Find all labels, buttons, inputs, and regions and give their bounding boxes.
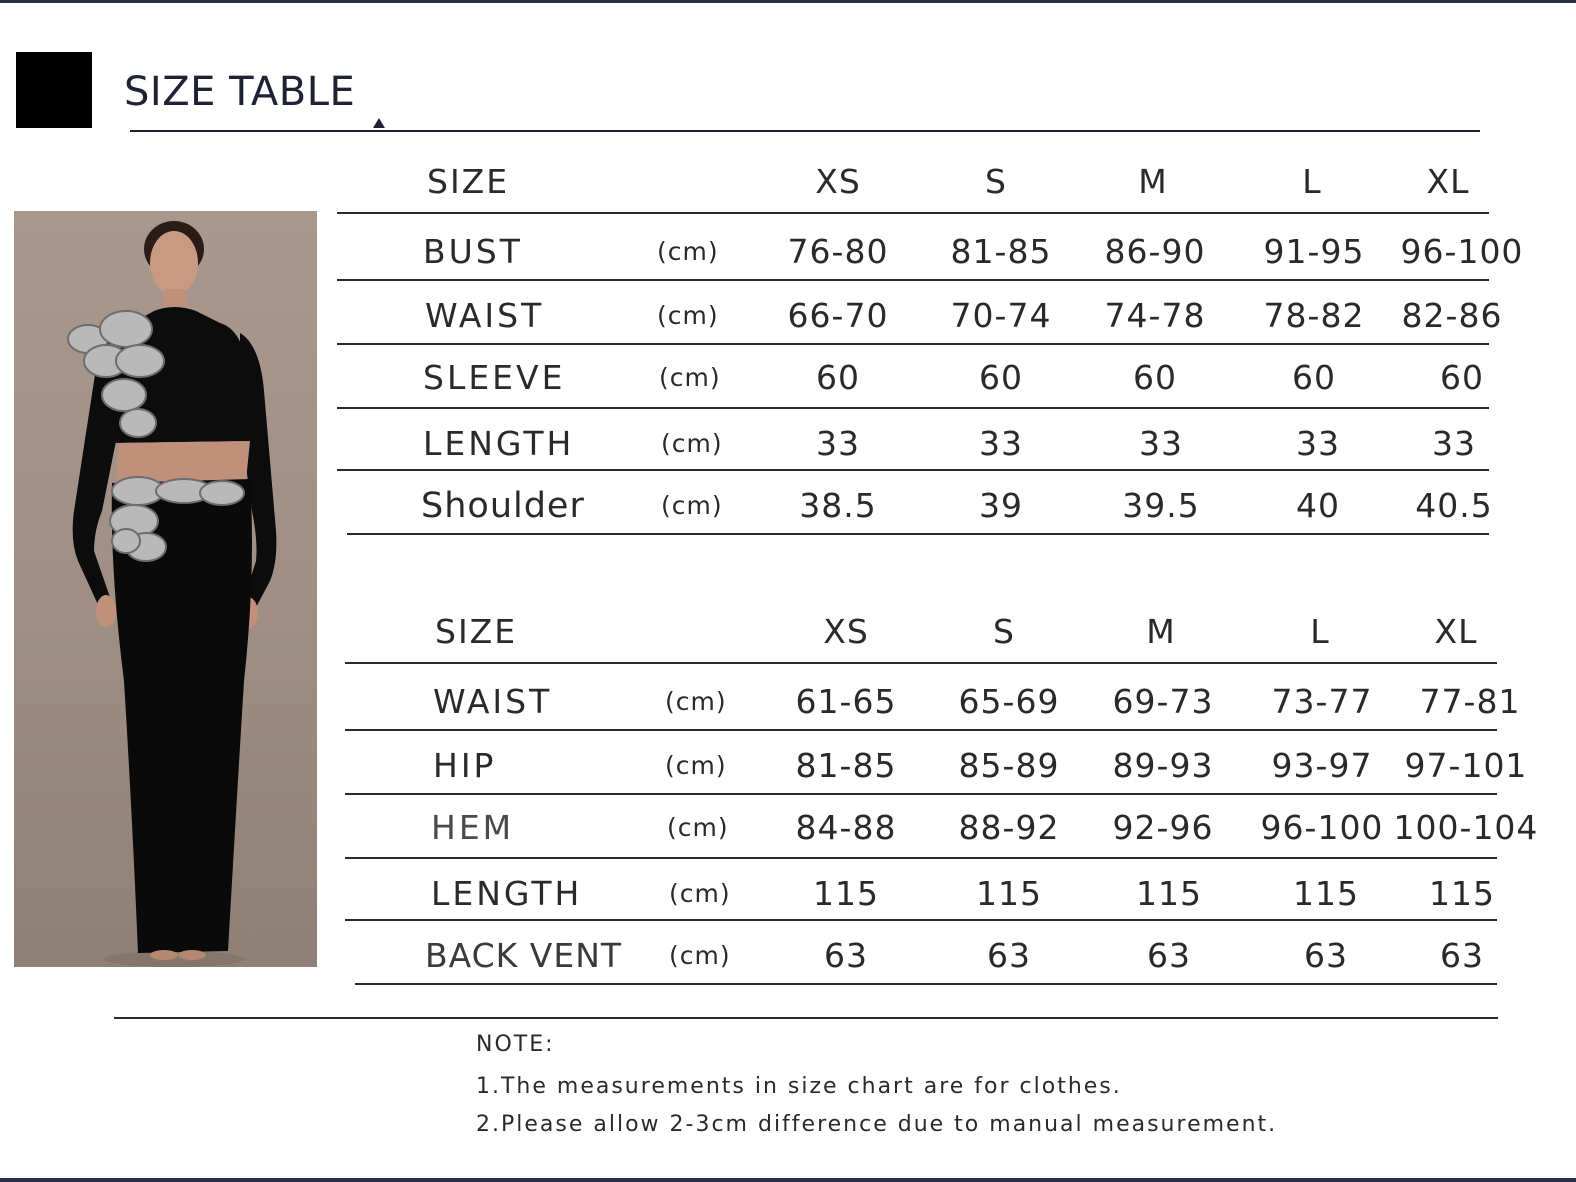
- row-unit: (cm): [657, 301, 719, 330]
- header-size-m: M: [1138, 162, 1168, 201]
- row-value-m: 92-96: [1112, 808, 1214, 847]
- note-line-1: 1.The measurements in size chart are for clothes.: [476, 1074, 1122, 1099]
- row-value-xl: 33: [1432, 424, 1476, 463]
- row-value-l: 93-97: [1271, 746, 1373, 785]
- row-value-m: 33: [1139, 424, 1183, 463]
- table-rule: [337, 407, 1489, 409]
- row-value-xs: 81-85: [795, 746, 897, 785]
- row-value-s: 85-89: [958, 746, 1060, 785]
- note-title: NOTE:: [476, 1032, 555, 1057]
- page-title: SIZE TABLE: [124, 69, 356, 115]
- row-value-l: 63: [1304, 936, 1348, 975]
- table-rule: [347, 533, 1489, 535]
- row-value-xl: 96-100: [1400, 232, 1524, 271]
- row-value-s: 33: [979, 424, 1023, 463]
- row-value-s: 60: [979, 358, 1023, 397]
- table-rule: [337, 469, 1489, 471]
- row-value-xl: 40.5: [1415, 486, 1493, 525]
- header-size-m: M: [1146, 612, 1176, 651]
- row-value-xs: 61-65: [795, 682, 897, 721]
- row-value-xl: 77-81: [1419, 682, 1521, 721]
- row-value-m: 63: [1147, 936, 1191, 975]
- header-size-xs: XS: [823, 612, 869, 651]
- row-value-l: 115: [1293, 874, 1359, 913]
- bottom-border: [0, 1178, 1576, 1182]
- row-value-xs: 60: [816, 358, 860, 397]
- row-value-xl: 82-86: [1401, 296, 1503, 335]
- row-value-m: 39.5: [1122, 486, 1200, 525]
- row-value-xl: 60: [1440, 358, 1484, 397]
- row-label: LENGTH: [423, 424, 575, 463]
- header-size-l: L: [1310, 612, 1330, 651]
- row-label: LENGTH: [431, 874, 583, 913]
- header-size-label: SIZE: [435, 612, 518, 651]
- row-label: HIP: [433, 746, 497, 785]
- row-value-m: 115: [1136, 874, 1202, 913]
- note-line-2: 2.Please allow 2-3cm difference due to manual measurement.: [476, 1112, 1278, 1137]
- skirt-size-table: [345, 598, 1545, 975]
- table-header-row: [337, 148, 1537, 212]
- table-rule: [345, 919, 1497, 921]
- row-label: Shoulder: [421, 486, 585, 526]
- row-value-s: 65-69: [958, 682, 1060, 721]
- row-unit: (cm): [667, 813, 729, 842]
- table-rule: [345, 857, 1497, 859]
- triangle-marker-icon: [373, 118, 385, 128]
- row-value-l: 78-82: [1263, 296, 1365, 335]
- tops-size-table: [337, 148, 1537, 526]
- row-value-l: 40: [1296, 486, 1340, 525]
- row-value-xs: 115: [813, 874, 879, 913]
- row-unit: (cm): [669, 941, 731, 970]
- header-size-xl: XL: [1434, 612, 1478, 651]
- row-value-l: 33: [1296, 424, 1340, 463]
- header-size-s: S: [985, 162, 1007, 201]
- row-unit: (cm): [659, 363, 721, 392]
- row-value-s: 70-74: [950, 296, 1052, 335]
- product-photo: [14, 211, 317, 967]
- header-size-s: S: [993, 612, 1015, 651]
- row-unit: (cm): [661, 491, 723, 520]
- row-value-xs: 84-88: [795, 808, 897, 847]
- table-rule: [345, 662, 1497, 664]
- row-value-m: 60: [1133, 358, 1177, 397]
- row-value-xs: 66-70: [787, 296, 889, 335]
- row-value-l: 60: [1292, 358, 1336, 397]
- row-label: BACK VENT: [425, 936, 623, 975]
- top-border: [0, 0, 1576, 3]
- row-value-m: 74-78: [1104, 296, 1206, 335]
- table-rule: [345, 729, 1497, 731]
- row-value-s: 88-92: [958, 808, 1060, 847]
- row-unit: (cm): [661, 429, 723, 458]
- row-unit: (cm): [657, 237, 719, 266]
- row-value-xs: 33: [816, 424, 860, 463]
- row-value-xs: 63: [824, 936, 868, 975]
- row-label: WAIST: [433, 682, 553, 721]
- row-value-xl: 115: [1429, 874, 1495, 913]
- header-size-xl: XL: [1426, 162, 1470, 201]
- row-value-xl: 63: [1440, 936, 1484, 975]
- row-value-m: 86-90: [1104, 232, 1206, 271]
- row-value-l: 73-77: [1271, 682, 1373, 721]
- table-rule: [337, 212, 1489, 214]
- row-value-l: 91-95: [1263, 232, 1365, 271]
- table-rule: [355, 983, 1497, 985]
- row-value-s: 115: [976, 874, 1042, 913]
- row-value-xs: 38.5: [799, 486, 877, 525]
- row-label: WAIST: [425, 296, 545, 335]
- row-value-xl: 100-104: [1393, 808, 1539, 847]
- row-label: BUST: [423, 232, 523, 271]
- table-rule: [337, 279, 1489, 281]
- notes-divider: [114, 1017, 1498, 1019]
- row-value-xl: 97-101: [1404, 746, 1528, 785]
- table-header-row: [345, 598, 1545, 662]
- black-block-decoration: [16, 52, 92, 128]
- row-value-xs: 76-80: [787, 232, 889, 271]
- header-size-xs: XS: [815, 162, 861, 201]
- row-value-m: 69-73: [1112, 682, 1214, 721]
- row-value-l: 96-100: [1260, 808, 1384, 847]
- row-label: HEM: [431, 808, 515, 847]
- row-value-s: 63: [987, 936, 1031, 975]
- row-unit: (cm): [669, 879, 731, 908]
- row-value-m: 89-93: [1112, 746, 1214, 785]
- row-unit: (cm): [665, 751, 727, 780]
- row-unit: (cm): [665, 687, 727, 716]
- row-label: SLEEVE: [423, 358, 566, 397]
- header-size-label: SIZE: [427, 162, 510, 201]
- row-value-s: 39: [979, 486, 1023, 525]
- header-size-l: L: [1302, 162, 1322, 201]
- row-value-s: 81-85: [950, 232, 1052, 271]
- title-underline: [130, 130, 1480, 132]
